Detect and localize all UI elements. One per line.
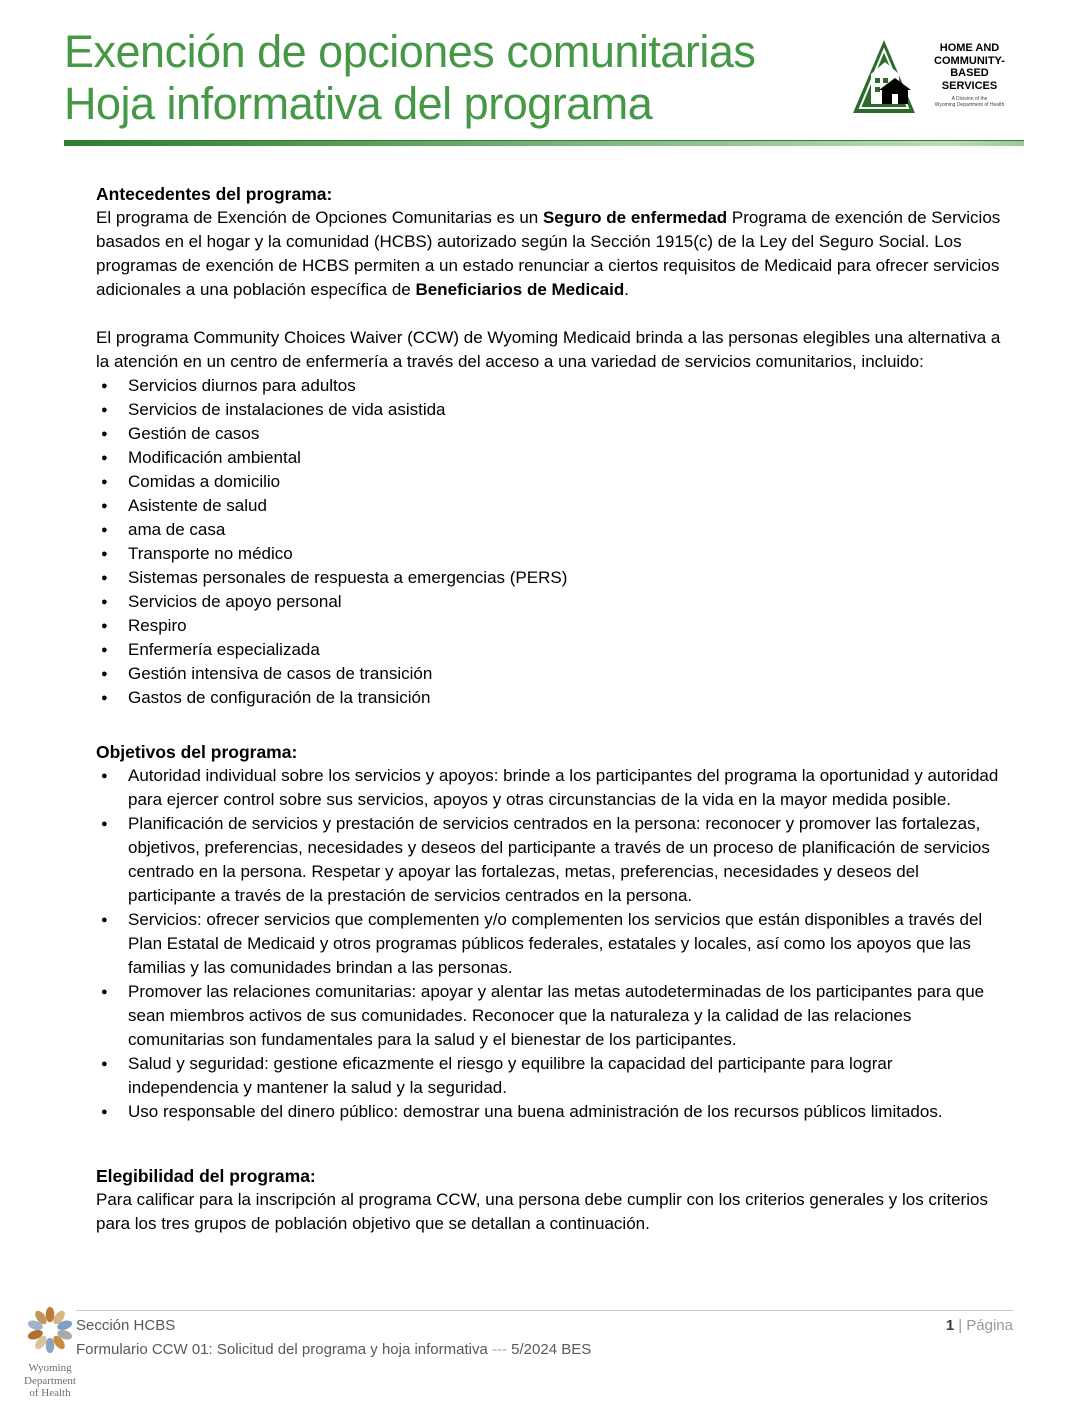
hcbs-logo-text [923,38,1016,108]
page-number-block [946,1315,1013,1337]
footer-form-label: Formulario CCW 01: Solicitud del programa y hoja informativa [76,1341,492,1358]
list-item: ● Servicios de instalaciones de vida asistida [96,398,1001,422]
list-item: ● Salud y seguridad: gestione eficazmente el riesgo y equilibre la capacidad del participante para lograr independencia y mantener la salud y la seguridad. [96,1052,1001,1100]
eligibility-paragraph: Para calificar para la inscripción al programa CCW, una persona debe cumplir con los criterios generales y los criterios para los tres grupos de población objetivo que se detallan a continuación. [96,1190,988,1233]
title-divider [64,140,1024,146]
hcbs-logo [851,38,1016,121]
wdh-logo-text: Wyoming Department of Health [24,1362,76,1399]
wdh-starburst-icon [24,1343,76,1360]
background-paragraph-2: El programa Community Choices Waiver (CCW) de Wyoming Medicaid brinda a las personas elegibles una alternativa a la atención en un centro de enfermería a través del acceso a una variedad de servicios comunitarios, incluido: [96,328,1001,371]
list-item: ● Planificación de servicios y prestación de servicios centrados en la persona: reconocer y promover las fortalezas, objetivos, preferencias, necesidades y deseos del participante a través de un proceso de planificación de servicios centrado en la persona. Respetar y apoyar las fortalezas, metas, preferencias, necesidades y deseos del participante a través de la prestación de servicios centrados en la persona. [96,812,1001,908]
page-title-line1: Exención de opciones comunitarias [64,26,756,77]
hcbs-logo-tagline: A Division of the Wyoming Department of Health [934,96,1005,108]
list-item: ● ama de casa [96,518,1001,542]
background-p1-text-1: El programa de Exención de Opciones Comunitarias es un [96,208,543,227]
page-number: 1 [945,1317,955,1334]
list-item: ● Respiro [96,614,1001,638]
list-item: ● Modificación ambiental [96,446,1001,470]
footer-date-label: 5/2024 BES [507,1341,592,1358]
page-title-line2: Hoja informativa del programa [64,78,653,129]
list-item: ● Promover las relaciones comunitarias: apoyar y alentar las metas autodeterminadas de los participantes para que sean miembros activos de sus comunidades. Reconocer que la naturaleza y la calidad de las relaciones comunitarias son fundamentales para la salud y el bienestar de los participantes. [96,980,1001,1052]
background-p1-text-2: Programa de exención de Servicios basados en el hogar y la comunidad (HCBS) autorizado según la Sección 1915(c) de la Ley del Seguro Social. Los programas de exención de HCBS permiten a un estado renunciar a ciertos requisitos de Medicaid para ofrecer servicios adicionales a una población específica de [96,208,1001,299]
background-p1-bold-2: Beneficiarios de Medicaid [415,280,625,299]
list-item: ● Asistente de salud [96,494,1001,518]
background-p1-bold-1: Seguro de enfermedad [542,208,728,227]
list-item: ● Gestión de casos [96,422,1001,446]
footer-section-label: Sección HCBS [76,1317,176,1334]
list-item: ● Autoridad individual sobre los servicios y apoyos: brinde a los participantes del programa la oportunidad y autoridad para ejercer control sobre sus servicios, apoyos y otras circunstancias de la vida en la mayor medida posible. [96,764,1001,812]
footer-row-2 [76,1339,1013,1361]
page-header [0,0,1088,130]
list-item: ● Gastos de configuración de la transición [96,686,1001,710]
background-p1-text-3: . [624,280,629,299]
section-heading-goals: Objetivos del programa: [96,742,298,762]
footer-divider [76,1310,1013,1311]
services-list [96,374,1001,710]
list-item: ● Servicios de apoyo personal [96,590,1001,614]
list-item: ● Sistemas personales de respuesta a emergencias (PERS) [96,566,1001,590]
list-item: ● Gestión intensiva de casos de transición [96,662,1001,686]
page-footer [0,1310,1088,1399]
wdh-logo [12,1304,88,1400]
page-number-label: | Página [958,1317,1013,1334]
list-item: ● Transporte no médico [96,542,1001,566]
list-item: ● Servicios diurnos para adultos [96,374,1001,398]
section-heading-eligibility: Elegibilidad del programa: [96,1166,316,1186]
hcbs-logo-name: HOME AND COMMUNITY- BASED SERVICES [934,42,1005,92]
hcbs-triangle-house-icon [851,38,917,121]
list-item: ● Enfermería especializada [96,638,1001,662]
footer-row-1 [76,1315,1013,1337]
footer-dashes: --- [492,1341,507,1358]
list-item: ● Comidas a domicilio [96,470,1001,494]
list-item: ● Servicios: ofrecer servicios que complementen y/o complementen los servicios que están disponibles a través del Plan Estatal de Medicaid y otros programas públicos federales, estatales y locales, así como los apoyos que las familias y las comunidades brindan a las personas. [96,908,1001,980]
document-body [96,182,1001,1236]
goals-list [96,764,1001,1124]
section-heading-background: Antecedentes del programa: [96,184,333,204]
background-paragraph-1 [96,206,1001,302]
list-item: ● Uso responsable del dinero público: demostrar una buena administración de los recursos públicos limitados. [96,1100,1001,1124]
